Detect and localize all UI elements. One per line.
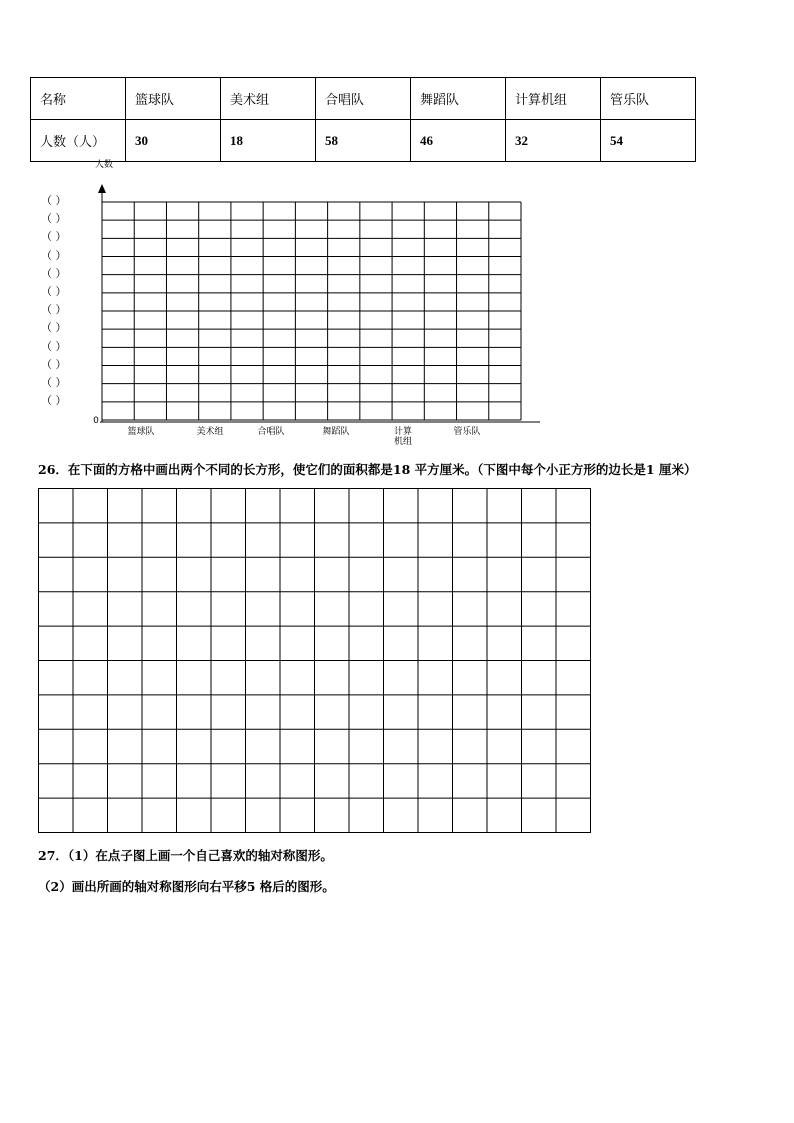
blank-bar-chart xyxy=(0,160,560,455)
y-tick-blank[interactable]: （ ） xyxy=(41,266,67,280)
origin-label: 0 xyxy=(93,416,99,426)
drawing-grid-26[interactable] xyxy=(38,488,591,833)
y-tick-blank[interactable]: （ ） xyxy=(41,357,67,371)
y-tick-blank[interactable]: （ ） xyxy=(41,376,67,389)
table-header-row xyxy=(31,78,696,120)
table-cell: 名称 xyxy=(31,78,126,120)
table-cell: 46 xyxy=(411,120,506,162)
chart-grid-svg xyxy=(0,160,560,455)
y-axis-label: 人数 xyxy=(94,160,113,170)
y-tick-blank[interactable]: （ ） xyxy=(41,230,67,244)
y-tick-blank[interactable]: （ ） xyxy=(41,303,67,317)
table-cell: 舞蹈队 xyxy=(411,78,506,120)
y-tick-blank[interactable]: （ ） xyxy=(41,212,67,226)
question-27-part2: （2）画出所画的轴对称图形向右平移5 格后的图形。 xyxy=(38,879,335,894)
y-tick-blank[interactable]: （ ） xyxy=(41,321,67,335)
table-cell: 合唱队 xyxy=(316,78,411,120)
y-tick-blank[interactable]: （ ） xyxy=(41,394,67,408)
question-26: 26．在下面的方格中画出两个不同的长方形，使它们的面积都是18 平方厘米。（下图中每个小正方形的边长是1 厘米） xyxy=(38,462,697,477)
x-category-label: 舞蹈队 xyxy=(322,427,350,437)
table-cell: 计算机组 xyxy=(506,78,601,120)
y-tick-blank[interactable]: （ ） xyxy=(41,339,67,353)
table-cell: 58 xyxy=(316,120,411,162)
x-category-label: 计算 机组 xyxy=(393,427,412,447)
y-tick-blank[interactable]: （ ） xyxy=(41,285,67,298)
data-table xyxy=(30,77,696,162)
table-counts-row xyxy=(31,120,696,162)
x-category-label: 篮球队 xyxy=(127,427,155,437)
y-tick-blank[interactable]: （ ） xyxy=(41,194,67,207)
table-cell: 30 xyxy=(126,120,221,162)
table-cell: 32 xyxy=(506,120,601,162)
table-cell: 美术组 xyxy=(221,78,316,120)
table-cell: 管乐队 xyxy=(601,78,696,120)
table-cell: 篮球队 xyxy=(126,78,221,120)
question-27-part1: 27．（1）在点子图上画一个自己喜欢的轴对称图形。 xyxy=(38,848,333,863)
x-category-label: 美术组 xyxy=(196,427,224,437)
x-category-label: 合唱队 xyxy=(257,427,285,437)
y-axis-arrow-icon xyxy=(98,184,106,193)
x-category-label: 管乐队 xyxy=(453,427,481,437)
table-cell: 18 xyxy=(221,120,316,162)
table-cell: 人数（人） xyxy=(31,120,126,162)
y-tick-blank[interactable]: （ ） xyxy=(41,248,67,262)
table-cell: 54 xyxy=(601,120,696,162)
